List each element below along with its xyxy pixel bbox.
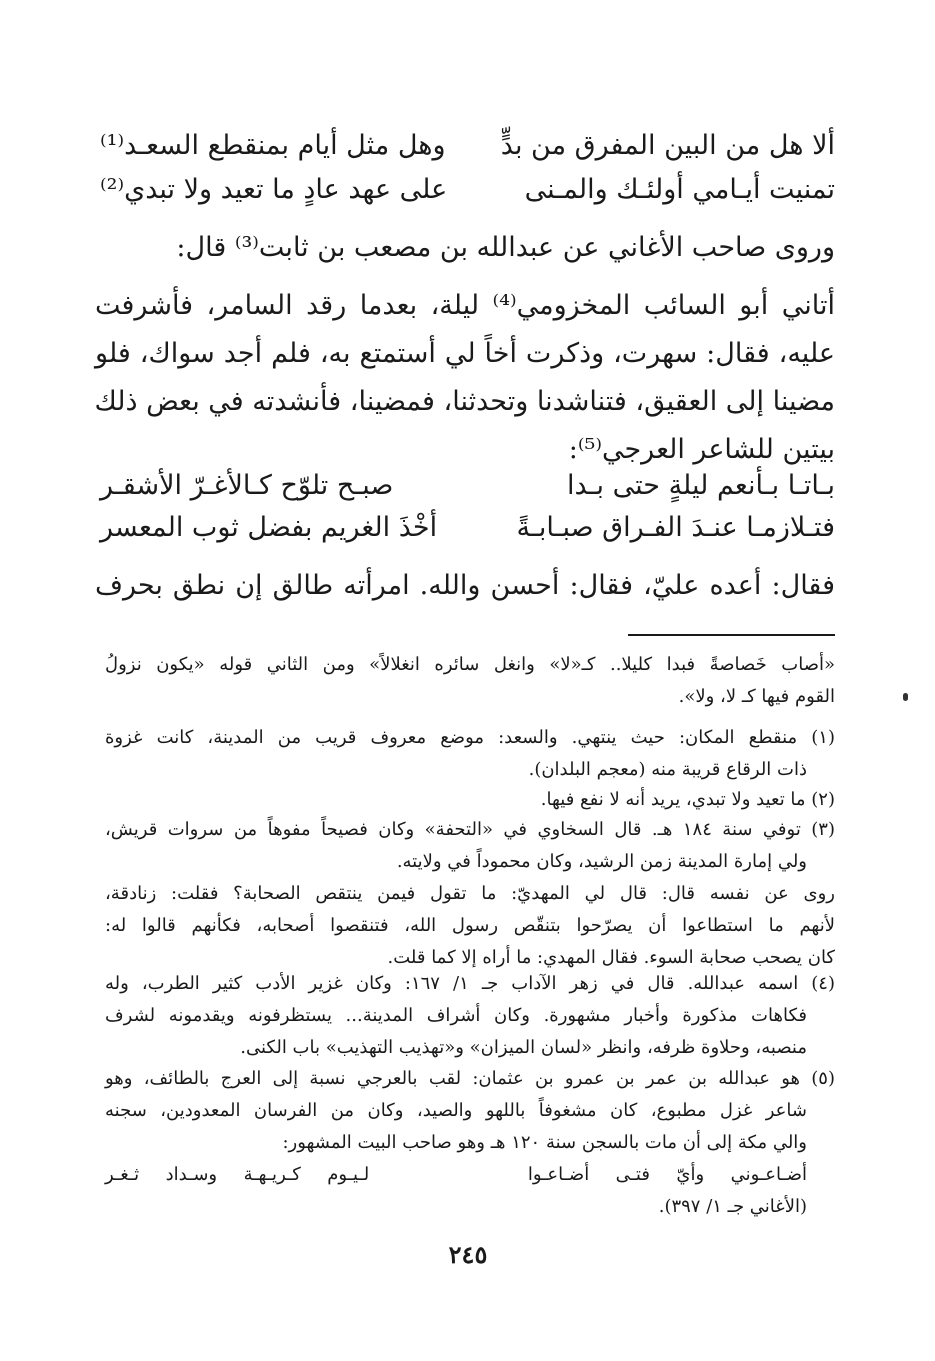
footnote-line: منصبه، وحلاوة ظرفه، وانظر «لسان الميزان» و«تهذيب التهذيب» باب الكنى. — [240, 1037, 807, 1058]
poem2-verse2-second-hemistich: أخْذَ الغريم بفضل ثوب المعسر — [100, 512, 438, 543]
poem1-verse2-second-hemistich: على عهد عادٍ ما تعيد ولا تبدي⁽²⁾ — [100, 174, 448, 205]
footnote-continuation — [105, 649, 835, 713]
poem2-verse1-first-hemistich: بـاتـا بـأنعم ليلةٍ حتى بـدا — [566, 470, 835, 501]
footnote-line: (الأغاني جـ ١/ ٣٩٧). — [658, 1196, 807, 1217]
footnote-1 — [105, 722, 835, 786]
footnote-line: لأنهم ما استطاعوا أن يصرّحوا بتنقّص رسول الله، فتنقصوا أصحابه، فكأنهم قالوا له: — [105, 915, 835, 936]
footnote-line: (٥) هو عبدالله بن عمر بن عمرو بن عثمان: لقب بالعرجي نسبة إلى العرج بالطائف، وهو — [105, 1068, 835, 1089]
story-line: عليه، فقال: سهرت، وذكرت أخاً لي أستمتع به، فلم أجد سواك، فلو — [95, 338, 835, 369]
story-line: بيتين للشاعر العرجي⁽⁵⁾: — [568, 434, 835, 465]
footnote-line: فكاهات مذكورة وأخبار مشهورة. وكان أشراف المدينة... يستظرفونه ويقدمونه لشرف — [105, 1005, 807, 1026]
footnote-line: (١) منقطع المكان: حيث ينتهي. والسعد: موضع معروف قريب من المدينة، كانت غزوة — [105, 727, 835, 748]
intro-line: وروى صاحب الأغاني عن عبدالله بن مصعب بن ثابت⁽³⁾ قال: — [176, 232, 835, 263]
footnote-separator — [628, 634, 835, 636]
closing-line: فقال: أعده عليّ، فقال: أحسن والله. امرأته طالق إن نطق بحرف — [95, 570, 835, 601]
page-number: ٢٤٥ — [448, 1240, 488, 1269]
story-line: مضينا إلى العقيق، فتناشدنا وتحدثنا، فمضينا، فأنشدته في بعض ذلك — [94, 386, 835, 417]
footnote-line: روى عن نفسه قال: قال لي المهديّ: ما تقول فيمن ينتقص الصحابة؟ فقلت: زنادقة، — [105, 883, 835, 904]
footnote-line: كان يصحب صحابة السوء. فقال المهدي: ما أراه إلا كما قلت. — [387, 947, 835, 968]
footnote-3 — [105, 814, 835, 974]
story-line: أتاني أبو السائب المخزومي⁽⁴⁾ ليلة، بعدما رقد السامر، فأشرفت — [95, 290, 835, 321]
poem1-verse1-first-hemistich: ألا هل من البين المفرق من بدٍّ — [500, 130, 835, 161]
footnote-5 — [105, 1063, 835, 1223]
footnote-line: (٣) توفي سنة ١٨٤ هـ. قال السخاوي في «التحفة» وكان فصيحاً مفوهاً من سروات قريش، — [105, 819, 835, 840]
footnote-line: ولي إمارة المدينة زمن الرشيد، وكان محموداً في ولايته. — [396, 851, 807, 872]
footnote-4 — [105, 968, 835, 1064]
story-paragraph — [95, 282, 835, 474]
poem2-verse2-first-hemistich: فتـلازمـا عنـدَ الفـراق صبـابـةً — [516, 512, 835, 543]
poem1-verse2 — [100, 168, 835, 212]
poem1-verse1 — [100, 124, 835, 168]
margin-mark — [903, 693, 908, 701]
footnote-line: ذات الرقاع قريبة منه (معجم البلدان). — [528, 759, 807, 780]
poem1-verse1-second-hemistich: وهل مثل أيام بمنقطع السعـد⁽¹⁾ — [100, 130, 446, 161]
poem2-verse2 — [100, 506, 835, 550]
poem2-verse1 — [100, 464, 835, 508]
footnote-line: (٤) اسمه عبدالله. قال في زهر الآداب جـ ١/ ١٦٧: وكان غزير الأدب كثير الطرب، وله — [105, 973, 835, 994]
footnote-line: شاعر غزل مطبوع، كان مشغوفاً باللهو والصيد، وكان من الفرسان المعدودين، سجنه — [105, 1100, 807, 1121]
footnote-line: «أصاب خَصاصةً فبدا كليلا.. كـ«لا» وانغل سائره انغلالاً» ومن الثاني قوله «يكون نزولُ — [105, 654, 835, 675]
footnote-verse: أضـاعـوني وأيّ فتـى أضـاعـوا لـيـوم كـريـهـة وسـداد ثـغـر — [105, 1164, 807, 1185]
poem2-verse1-second-hemistich: صبـح تلوّح كـالأغـرّ الأشقـر — [100, 470, 394, 501]
footnote-line: والي مكة إلى أن مات بالسجن سنة ١٢٠ هـ وهو صاحب البيت المشهور: — [282, 1132, 807, 1153]
footnote-2 — [105, 784, 835, 816]
footnote-line: القوم فيها كـ لا، ولا». — [678, 686, 835, 707]
footnote-line: (٢) ما تعيد ولا تبدي، يريد أنه لا نفع فيها. — [540, 789, 835, 810]
poem1-verse2-first-hemistich: تمنيت أيـامي أولئـك والمـنى — [524, 174, 835, 205]
